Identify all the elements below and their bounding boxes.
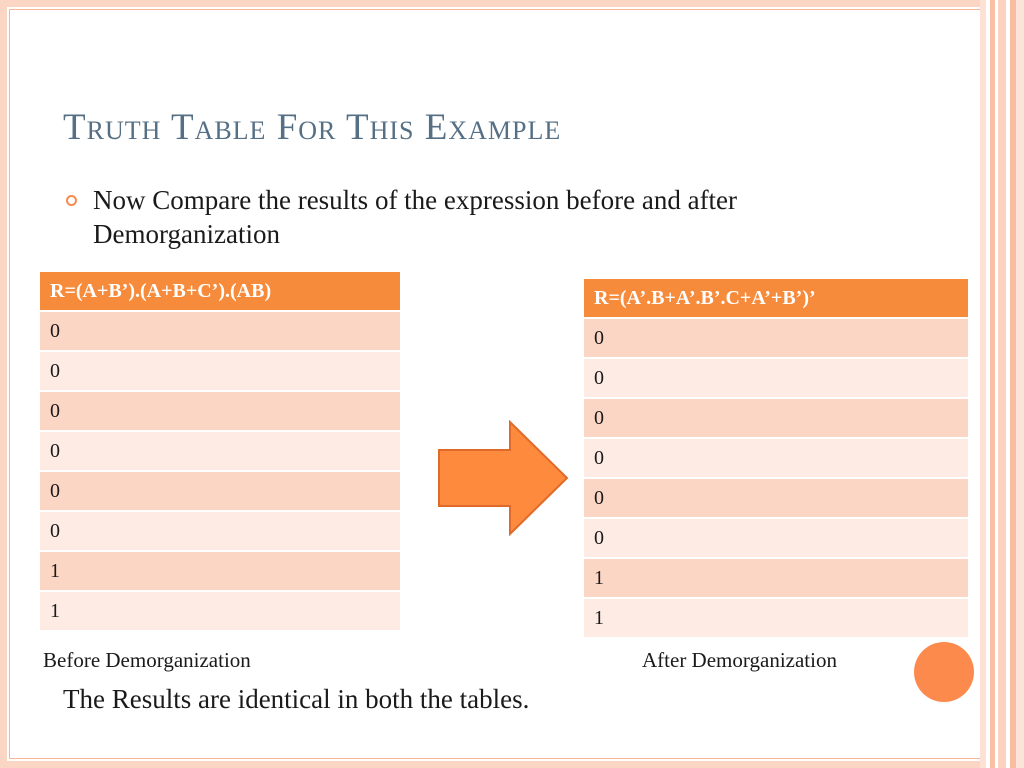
table-row	[40, 512, 400, 550]
table-cell: 0	[40, 392, 400, 430]
table-before-header: R=(A+B’).(A+B+C’).(AB)	[40, 272, 400, 310]
table-cell: 0	[584, 319, 968, 357]
table-row	[584, 479, 968, 517]
right-edge-stripes	[980, 0, 1024, 768]
table-row	[584, 399, 968, 437]
table-row	[40, 472, 400, 510]
table-cell: 1	[40, 592, 400, 630]
table-cell: 0	[40, 312, 400, 350]
conclusion-text: The Results are identical in both the tables.	[63, 684, 530, 714]
table-cell: 0	[40, 512, 400, 550]
table-cell: 0	[40, 472, 400, 510]
table-after-header: R=(A’.B+A’.B’.C+A’+B’)’	[584, 279, 968, 317]
slide-title: Truth Table For This Example	[63, 107, 562, 148]
table-before-demorganization	[40, 270, 400, 632]
table-row	[584, 319, 968, 357]
table-cell: 0	[584, 479, 968, 517]
table-row	[40, 552, 400, 590]
table-cell: 0	[584, 359, 968, 397]
right-arrow-icon	[437, 420, 569, 536]
table-row	[584, 359, 968, 397]
table-row	[584, 599, 968, 637]
table-cell: 0	[40, 352, 400, 390]
table-row	[40, 312, 400, 350]
table-cell: 0	[584, 519, 968, 557]
table-row	[40, 352, 400, 390]
table-row	[584, 559, 968, 597]
table-row	[584, 439, 968, 477]
bullet-text: Now Compare the results of the expression before and after Demorganization	[93, 185, 738, 249]
bullet-circle-icon	[66, 195, 77, 206]
table-cell: 1	[584, 599, 968, 637]
table-row	[40, 392, 400, 430]
table-row	[40, 432, 400, 470]
table-cell: 1	[40, 552, 400, 590]
caption-after: After Demorganization	[642, 648, 837, 672]
table-cell: 0	[584, 399, 968, 437]
arrow-shape	[439, 422, 567, 534]
caption-before: Before Demorganization	[43, 648, 251, 672]
table-cell: 0	[584, 439, 968, 477]
table-row	[584, 519, 968, 557]
circle-icon	[914, 642, 974, 702]
table-row	[40, 592, 400, 630]
table-cell: 1	[584, 559, 968, 597]
table-cell: 0	[40, 432, 400, 470]
table-after-demorganization	[584, 277, 968, 639]
